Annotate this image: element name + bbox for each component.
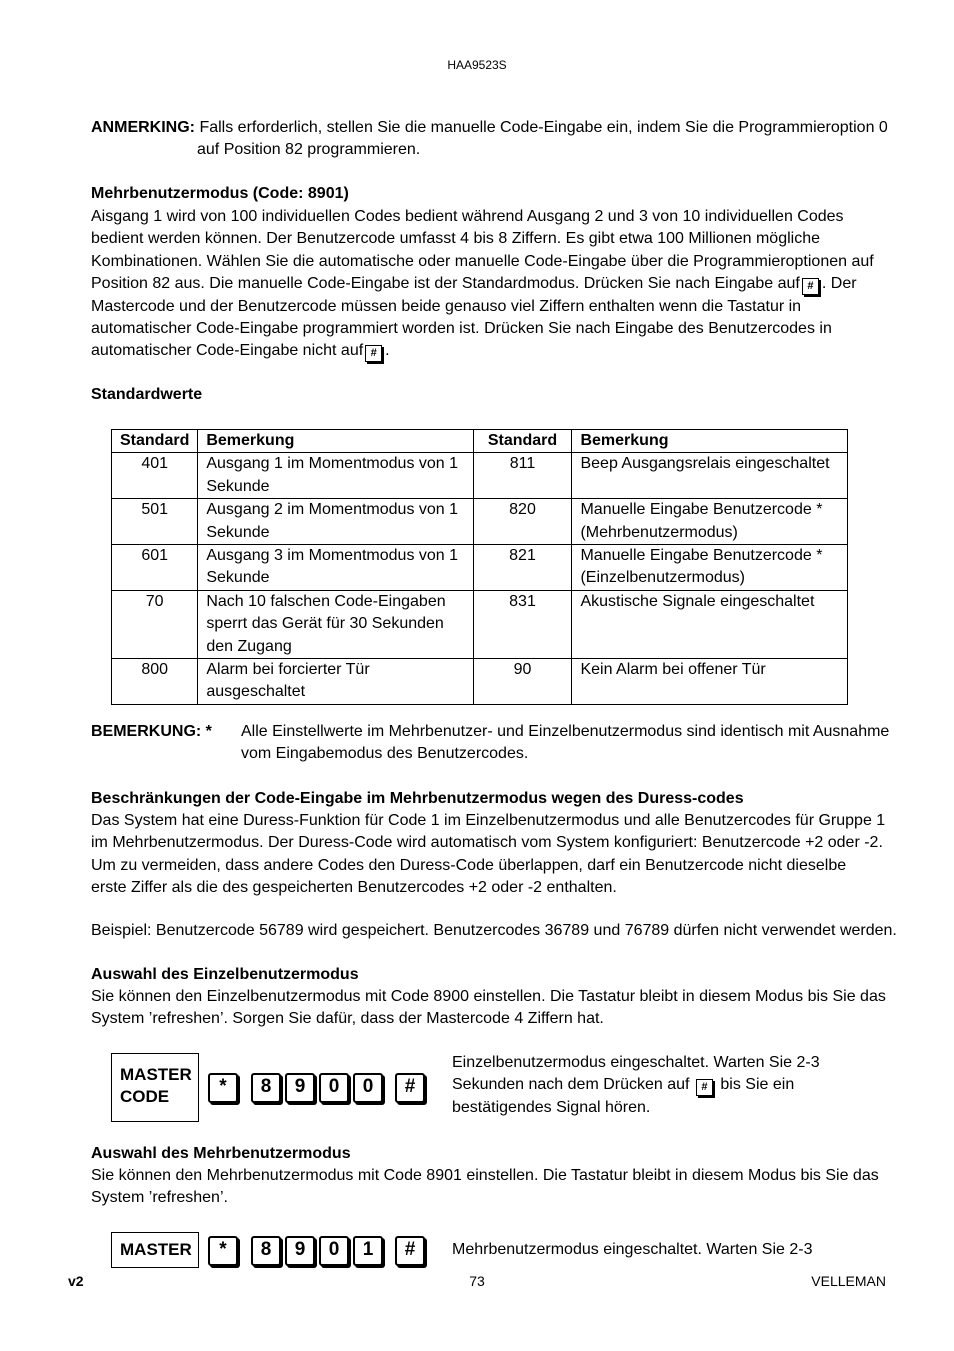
multi-mode-heading: Mehrbenutzermodus (Code: 8901): [91, 185, 349, 202]
keypad-digit-key: 9: [285, 1236, 315, 1266]
note-label: ANMERKING:: [91, 119, 195, 136]
multi-mode-text-1: Aisgang 1 wird von 100 individuellen Codes bedient während Ausgang 2 und 3 von 10 individuellen Codes bedient werden können. Der Benutzercode umfasst 4 bis 8 Ziffern. Es gibt etwa 100 Millionen mögliche Kombinationen. Wählen Sie die automatische oder manuelle Code-Eingabe über die Programmieroptionen auf Position 82 aus. Die manuelle Code-Eingabe ist der Standardmodus. Drücken Sie nach Eingabe auf: [91, 208, 874, 293]
keypad-digit-key: 1: [353, 1236, 383, 1266]
table-cell: 601: [112, 545, 198, 591]
table-cell: Ausgang 3 im Momentmodus von 1 Sekunde: [198, 545, 473, 591]
bemerkung-label: BEMERKUNG: *: [91, 723, 212, 740]
single-mode-desc-a: Einzelbenutzermodus eingeschaltet. Warten Sie 2-3 Sekunden nach dem Drücken auf: [452, 1054, 820, 1094]
table-cell: 820: [473, 499, 572, 545]
bemerkung-text: Alle Einstellwerte im Mehrbenutzer- und Einzelbenutzermodus sind identisch mit Ausnahme vom Eingabemodus des Benutzercodes.: [241, 723, 890, 763]
master-box: [111, 1232, 199, 1268]
keypad-star-key: *: [208, 1236, 238, 1266]
multi-select-heading: Auswahl des Mehrbenutzermodus: [91, 1145, 351, 1162]
table-cell: 70: [112, 590, 198, 658]
multi-mode-text-2: . Der Mastercode und der Benutzercode müssen beide genauso viel Ziffern enthalten wenn die Tastatur in automatischer Code-Eingabe programmiert worden ist. Drücken Sie nach Eingabe des Benutzercodes in automatischer Code-Eingabe nicht auf: [91, 275, 857, 360]
single-mode-heading: Auswahl des Einzelbenutzermodus: [91, 966, 359, 983]
master-code-label-2: CODE: [120, 1087, 170, 1106]
multi-mode-text-3: .: [385, 342, 390, 360]
table-cell: Kein Alarm bei offener Tür: [572, 659, 848, 705]
master-label: MASTER: [120, 1240, 192, 1259]
footer-version: v2: [68, 1273, 84, 1289]
table-cell: Ausgang 2 im Momentmodus von 1 Sekunde: [198, 499, 473, 545]
table-cell: Manuelle Eingabe Benutzercode * (Mehrbenutzermodus): [572, 499, 848, 545]
single-mode-paragraph: Sie können den Einzelbenutzermodus mit Code 8900 einstellen. Die Tastatur bleibt in diesem Modus bis Sie das System ’refreshen’. Sorgen Sie dafür, dass der Mastercode 4 Ziffern hat.: [91, 988, 886, 1028]
hash-key-icon: #: [696, 1079, 713, 1096]
single-mode-desc-b: bis Sie ein bestätigendes Signal hören.: [452, 1076, 795, 1116]
table-header-row: [112, 430, 848, 453]
multi-select-paragraph: Sie können den Mehrbenutzermodus mit Code 8901 einstellen. Die Tastatur bleibt in diesem Modus bis Sie das System ’refreshen’.: [91, 1167, 879, 1207]
table-cell: 811: [473, 453, 572, 499]
keypad-star-key: *: [208, 1073, 238, 1103]
keypad-digit-key: 8: [251, 1073, 281, 1103]
hash-key-icon: #: [802, 278, 819, 295]
table-header: Standard: [112, 430, 198, 453]
table-row: [112, 590, 848, 658]
note-anmerking: [91, 117, 891, 162]
multi-mode-description: Mehrbenutzermodus eingeschaltet. Warten Sie 2-3: [452, 1241, 813, 1258]
defaults-heading: Standardwerte: [91, 386, 203, 403]
table-header: Bemerkung: [572, 430, 848, 453]
master-code-label: MASTER: [120, 1065, 192, 1084]
duress-example: Beispiel: Benutzercode 56789 wird gespeichert. Benutzercodes 36789 und 76789 dürfen nicht verwendet werden.: [91, 922, 897, 939]
table-cell: 501: [112, 499, 198, 545]
footer-brand: VELLEMAN: [811, 1273, 886, 1289]
master-code-box: [111, 1053, 199, 1122]
multi-mode-paragraph: [91, 206, 881, 363]
table-cell: Ausgang 1 im Momentmodus von 1 Sekunde: [198, 453, 473, 499]
keypad-digit-key: 9: [285, 1073, 315, 1103]
table-row: [112, 499, 848, 545]
note-line2: auf Position 82 programmieren.: [197, 141, 421, 159]
keypad-hash-key: #: [395, 1236, 425, 1266]
duress-heading: Beschränkungen der Code-Eingabe im Mehrbenutzermodus wegen des Duress-codes: [91, 790, 744, 807]
duress-paragraph: Das System hat eine Duress-Funktion für Code 1 im Einzelbenutzermodus und alle Benutzercodes für Gruppe 1 im Mehrbenutzermodus. Der Duress-Code wird automatisch vom System konfiguriert: Benutzercode +2 oder -2. Um zu vermeiden, dass andere Codes den Duress-Code überlappen, darf ein Benutzercode nicht dieselbe erste Ziffer als die des gespeicherten Benutzercodes +2 oder -2 enthalten.: [91, 812, 886, 897]
single-mode-description: [452, 1052, 832, 1119]
table-cell: 821: [473, 545, 572, 591]
defaults-table: [111, 429, 848, 705]
table-cell: 831: [473, 590, 572, 658]
note-line1: Falls erforderlich, stellen Sie die manuelle Code-Eingabe ein, indem Sie die Programmieroption 0: [199, 119, 888, 136]
hash-key-icon: #: [365, 345, 382, 362]
keypad-digit-key: 0: [319, 1236, 349, 1266]
keypad-hash-key: #: [395, 1073, 425, 1103]
table-row: [112, 453, 848, 499]
table-row: [112, 659, 848, 705]
keypad-digit-key: 0: [319, 1073, 349, 1103]
table-cell: 90: [473, 659, 572, 705]
keypad-digit-key: 8: [251, 1236, 281, 1266]
table-cell: Beep Ausgangsrelais eingeschaltet: [572, 453, 848, 499]
table-row: [112, 545, 848, 591]
table-cell: Alarm bei forcierter Tür ausgeschaltet: [198, 659, 473, 705]
table-cell: Nach 10 falschen Code-Eingaben sperrt das Gerät für 30 Sekunden den Zugang: [198, 590, 473, 658]
table-header: Standard: [473, 430, 572, 453]
table-cell: Akustische Signale eingeschaltet: [572, 590, 848, 658]
table-cell: 401: [112, 453, 198, 499]
keypad-digit-key: 0: [353, 1073, 383, 1103]
footer-page-number: 73: [469, 1273, 485, 1289]
table-header: Bemerkung: [198, 430, 473, 453]
table-cell: 800: [112, 659, 198, 705]
table-cell: Manuelle Eingabe Benutzercode * (Einzelbenutzermodus): [572, 545, 848, 591]
page-header-model: HAA9523S: [447, 58, 507, 72]
